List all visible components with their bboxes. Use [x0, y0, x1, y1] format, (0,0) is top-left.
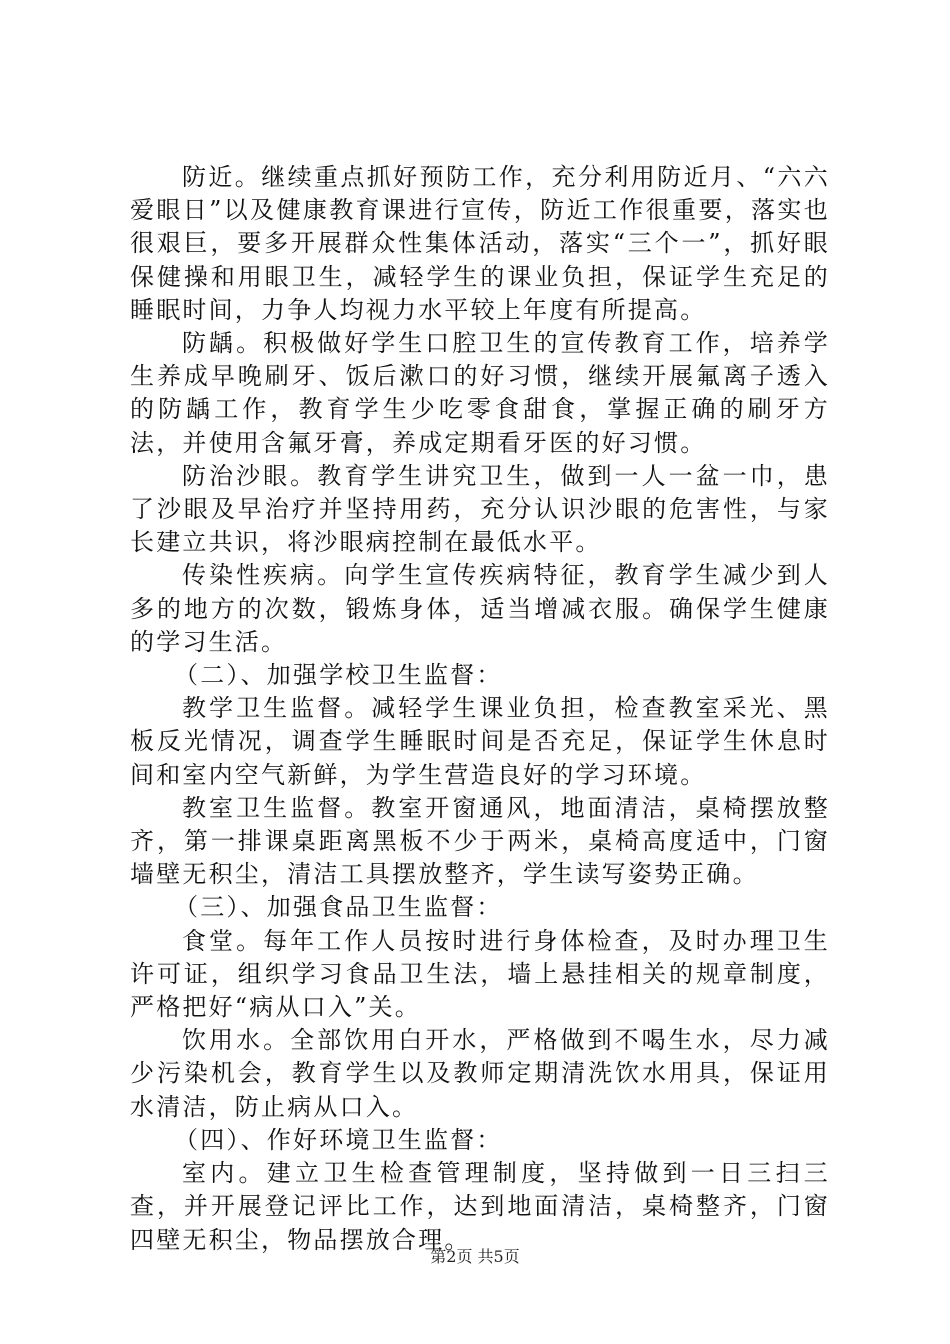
paragraph-indoor: 室内。建立卫生检查管理制度，坚持做到一日三扫三查，并开展登记评比工作，达到地面清洁，桌椅整齐，门窗四壁无积尘，物品摆放合理。 — [130, 1159, 830, 1254]
page-number-footer: 第2页 共5页 — [430, 1247, 520, 1266]
paragraph-myopia-prevention: 防近。继续重点抓好预防工作，充分利用防近月、“六六爱眼日”以及健康教育课进行宣传，防近工作很重要，落实也很艰巨，要多开展群众性集体活动，落实“三个一”，抓好眼保健操和用眼卫生，减轻学生的课业负担，保证学生充足的睡眠时间，力争人均视力水平较上年度有所提高。 — [130, 163, 830, 324]
section-heading-food-hygiene: （三）、加强食品卫生监督： — [174, 893, 503, 922]
paragraph-caries-prevention: 防龋。积极做好学生口腔卫生的宣传教育工作，培养学生养成早晚刷牙、饭后漱口的好习惯，继续开展氟离子透入的防龋工作，教育学生少吃零食甜食，掌握正确的刷牙方法，并使用含氟牙膏，养成定期看牙医的好习惯。 — [130, 329, 830, 457]
paragraph-infectious-disease: 传染性疾病。向学生宣传疾病特征，教育学生减少到人多的地方的次数，锻炼身体，适当增减衣服。确保学生健康的学习生活。 — [130, 561, 830, 656]
paragraph-drinking-water: 饮用水。全部饮用白开水，严格做到不喝生水，尽力减少污染机会，教育学生以及教师定期清洗饮水用具，保证用水清洁，防止病从口入。 — [130, 1026, 830, 1121]
paragraph-trachoma-control: 防治沙眼。教育学生讲究卫生，做到一人一盆一巾，患了沙眼及早治疗并坚持用药，充分认识沙眼的危害性，与家长建立共识，将沙眼病控制在最低水平。 — [130, 461, 830, 557]
paragraph-teaching-hygiene: 教学卫生监督。减轻学生课业负担，检查教室采光、黑板反光情况，调查学生睡眠时间是否充足，保证学生休息时间和室内空气新鲜，为学生营造良好的学习环境。 — [130, 694, 830, 789]
section-heading-environment-hygiene: （四）、作好环境卫生监督： — [174, 1125, 503, 1154]
paragraph-canteen: 食堂。每年工作人员按时进行身体检查，及时办理卫生许可证，组织学习食品卫生法，墙上悬挂相关的规章制度，严格把好“病从口入”关。 — [130, 926, 830, 1022]
document-body — [130, 161, 830, 1257]
section-heading-school-hygiene: （二）、加强学校卫生监督： — [174, 661, 503, 690]
paragraph-classroom-hygiene: 教室卫生监督。教室开窗通风，地面清洁，桌椅摆放整齐，第一排课桌距离黑板不少于两米，桌椅高度适中，门窗墙壁无积尘，清洁工具摆放整齐，学生读写姿势正确。 — [130, 793, 830, 889]
